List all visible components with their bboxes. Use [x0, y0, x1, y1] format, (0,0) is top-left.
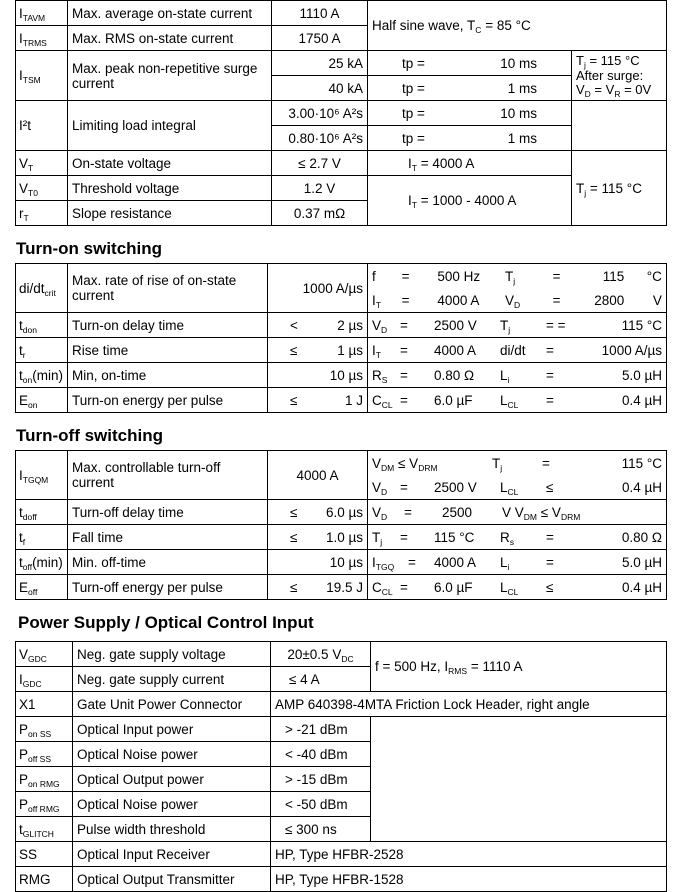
symbol-vgdc: $V_{GDC}$: [16, 642, 73, 667]
blank-cell: [572, 101, 667, 151]
condition-frequency: f = 500 Hz, $I_{RMS} = 1110$ A: [371, 642, 667, 692]
table-row: [16, 575, 667, 600]
cond-row2: $I_T$ = 4000 A $V_D$ = 2800 V: [368, 288, 667, 313]
value-cell: ≤ 1 J: [268, 388, 368, 413]
desc-cell: Max. average on-state current: [68, 1, 272, 26]
desc-cell: Max. RMS on-state current: [68, 26, 272, 51]
symbol-vt0: $V_{T0}$: [16, 176, 68, 201]
value-cell: 4000 A: [268, 451, 368, 500]
value-cell: 1750 A: [272, 26, 368, 51]
table-row: [16, 101, 667, 126]
ratings-table: [15, 0, 667, 226]
symbol-toff-min: $t_{off}(\min)$: [16, 550, 68, 575]
desc-cell: Slope resistance: [68, 201, 272, 226]
symbol-didt: $di/dt_{crit}$: [16, 264, 68, 313]
value-cell: 3.00·10⁶ A²s: [272, 101, 368, 126]
desc-cell: Fall time: [68, 525, 268, 550]
symbol-tdoff: $t_{doff}$: [16, 500, 68, 525]
value-cell: 10 µs: [268, 363, 368, 388]
value-cell: HP, Type HFBR-2528: [271, 842, 667, 867]
table-row: [16, 313, 667, 338]
value-cell: > -21 dBm: [271, 717, 371, 742]
symbol-igdc: $I_{GDC}$: [16, 667, 73, 692]
value-cell: 1000 A/µs: [268, 264, 368, 313]
symbol-eoff: $E_{off}$: [16, 575, 68, 600]
power-supply-table: [15, 641, 667, 892]
value-cell: 25 kA: [272, 51, 368, 76]
cond-cell: $I_{TGQ}$ = 4000 A $L_i$ = 5.0 µH: [368, 550, 667, 575]
symbol-tr: $t_r$: [16, 338, 68, 363]
value-cell: HP, Type HFBR-1528: [271, 867, 667, 892]
table-row: [16, 451, 667, 476]
table-row: [16, 500, 667, 525]
condition-half-sine: Half sine wave, $T_C = 85$ °C: [368, 1, 667, 51]
desc-cell: Max. peak non-repetitive surge current: [68, 51, 272, 101]
value-cell: ≤ 4 A: [271, 667, 371, 692]
table-row: [16, 525, 667, 550]
symbol-pon-rmg: $P_{on RMG}$: [16, 767, 73, 792]
condition-it: $I_T = 4000$ A: [368, 151, 572, 176]
cond-cell: $I_T$ = 4000 A di/dt = 1000 A/µs: [368, 338, 667, 363]
value-cell: 20±0.5 $V_{DC}$: [271, 642, 371, 667]
section-title-turn-off: Turn-off switching: [16, 426, 163, 445]
desc-cell: Turn-off energy per pulse: [68, 575, 268, 600]
value-cell: < -40 dBm: [271, 742, 371, 767]
value-cell: ≤ 300 ns: [271, 817, 371, 842]
table-row: [16, 176, 667, 201]
value-cell: ≤ 1 µs: [268, 338, 368, 363]
cond-cell: $C_{CL}$ = 6.0 µF $L_{CL}$ ≤ 0.4 µH: [368, 575, 667, 600]
cond-cell: $R_S$ = 0.80 Ω $L_i$ = 5.0 µH: [368, 363, 667, 388]
table-row: [16, 867, 667, 892]
value-cell: ≤ 19.5 J: [268, 575, 368, 600]
symbol-rmg: RMG: [16, 867, 73, 892]
symbol-i2t: I²t: [16, 101, 68, 151]
cond-cell: $V_D$ = 2500 V $V_{DM} \le V_{DRM}$: [368, 500, 667, 525]
desc-cell: Limiting load integral: [68, 101, 272, 151]
symbol-poff-rmg: $P_{off RMG}$: [16, 792, 73, 817]
value-cell: 0.80·10⁶ A²s: [272, 126, 368, 151]
table-row: [16, 642, 667, 667]
cond-row2: $V_D$ = 2500 V $L_{CL}$ ≤ 0.4 µH: [368, 475, 667, 500]
symbol-poff-ss: $P_{off SS}$: [16, 742, 73, 767]
condition-tj: $T_j = 115$ °C: [572, 151, 667, 226]
desc-cell: Turn-on energy per pulse: [68, 388, 268, 413]
desc-cell: Neg. gate supply current: [73, 667, 271, 692]
tp-cell: tp = 10 ms: [368, 51, 572, 76]
desc-cell: Optical Noise power: [73, 792, 271, 817]
desc-cell: Optical Noise power: [73, 742, 271, 767]
value-cell: ≤ 2.7 V: [272, 151, 368, 176]
table-row: [16, 264, 667, 289]
symbol-tdon: $t_{don}$: [16, 313, 68, 338]
symbol-pon-ss: $P_{on SS}$: [16, 717, 73, 742]
value-cell: < 2 µs: [268, 313, 368, 338]
table-row: [16, 692, 667, 717]
symbol-itgqm: $I_{TGQM}$: [16, 451, 68, 500]
cond-row1: $V_{DM} \le V_{DRM}$ $T_j$ = 115 °C: [368, 451, 667, 476]
desc-cell: Max. rate of rise of on-state current: [68, 264, 268, 313]
desc-cell: Rise time: [68, 338, 268, 363]
symbol-tf: $t_f$: [16, 525, 68, 550]
desc-cell: Turn-on delay time: [68, 313, 268, 338]
symbol-itrms: $I_{TRMS}$: [16, 26, 68, 51]
value-cell: < -50 dBm: [271, 792, 371, 817]
symbol-ss: SS: [16, 842, 73, 867]
blank-cell: [371, 717, 667, 842]
condition-after-surge: $T_j = 115$ °C After surge: $V_D = V_R = 0V$: [572, 51, 667, 101]
table-row: [16, 338, 667, 363]
desc-cell: Optical Output power: [73, 767, 271, 792]
section-title-turn-on: Turn-on switching: [16, 239, 163, 258]
symbol-itavm: $I_{TAVM}$: [16, 1, 68, 26]
table-row: [16, 717, 667, 742]
tp-cell: tp = 10 ms: [368, 101, 572, 126]
section-title-power-supply: Power Supply / Optical Control Input: [18, 613, 314, 632]
symbol-x1: X1: [16, 692, 73, 717]
table-row: [16, 550, 667, 575]
value-cell: 0.37 mΩ: [272, 201, 368, 226]
cond-cell: $V_D$ = 2500 V $T_j$ = = 115 °C: [368, 313, 667, 338]
table-row: [16, 842, 667, 867]
turn-on-table: [15, 263, 667, 413]
desc-cell: Optical Output Transmitter: [73, 867, 271, 892]
turn-off-table: [15, 450, 667, 600]
symbol-eon: $E_{on}$: [16, 388, 68, 413]
table-row: [16, 151, 667, 176]
symbol-tglitch: $t_{GLITCH}$: [16, 817, 73, 842]
value-cell: 10 µs: [268, 550, 368, 575]
table-row: [16, 388, 667, 413]
cond-cell: $T_j$ = 115 °C $R_s$ = 0.80 Ω: [368, 525, 667, 550]
symbol-ton-min: $t_{on}(\min)$: [16, 363, 68, 388]
value-cell: ≤ 1.0 µs: [268, 525, 368, 550]
table-row: [16, 363, 667, 388]
tp-cell: tp = 1 ms: [368, 76, 572, 101]
desc-cell: Optical Input Receiver: [73, 842, 271, 867]
value-cell: 1.2 V: [272, 176, 368, 201]
cond-cell: $C_{CL}$ = 6.0 µF $L_{CL}$ = 0.4 µH: [368, 388, 667, 413]
symbol-vt: $V_T$: [16, 151, 68, 176]
desc-cell: Min, on-time: [68, 363, 268, 388]
condition-it-range: $I_T = 1000 - 4000$ A: [368, 176, 572, 226]
value-cell: 1110 A: [272, 1, 368, 26]
desc-cell: Max. controllable turn-off current: [68, 451, 268, 500]
desc-cell: Optical Input power: [73, 717, 271, 742]
table-row: [16, 51, 667, 76]
value-cell: > -15 dBm: [271, 767, 371, 792]
table-row: [16, 1, 667, 26]
tp-cell: tp = 1 ms: [368, 126, 572, 151]
desc-cell: Pulse width threshold: [73, 817, 271, 842]
value-cell: 40 kA: [272, 76, 368, 101]
desc-cell: On-state voltage: [68, 151, 272, 176]
symbol-rt: $r_T$: [16, 201, 68, 226]
value-cell: ≤ 6.0 µs: [268, 500, 368, 525]
desc-cell: Turn-off delay time: [68, 500, 268, 525]
cond-row1: f = 500 Hz $T_j$ = 115 °C: [368, 264, 667, 289]
symbol-itsm: $I_{TSM}$: [16, 51, 68, 101]
desc-cell: Threshold voltage: [68, 176, 272, 201]
value-cell: AMP 640398-4MTA Friction Lock Header, right angle: [271, 692, 667, 717]
desc-cell: Gate Unit Power Connector: [73, 692, 271, 717]
desc-cell: Neg. gate supply voltage: [73, 642, 271, 667]
desc-cell: Min. off-time: [68, 550, 268, 575]
